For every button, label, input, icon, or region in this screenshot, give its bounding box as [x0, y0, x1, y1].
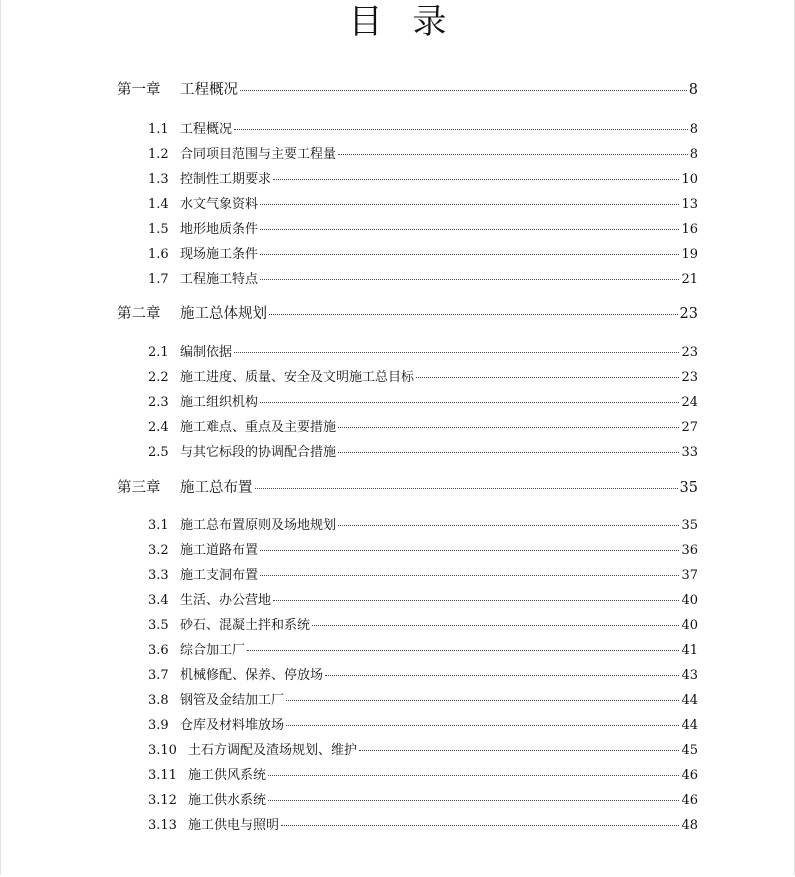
- toc-page-number: 10: [681, 172, 698, 187]
- toc-page-number: 35: [679, 480, 698, 496]
- dot-leader: [359, 750, 679, 751]
- toc-page-number: 36: [681, 543, 698, 558]
- page-title-char-2: 录: [412, 2, 477, 42]
- toc-page-number: 44: [681, 693, 698, 708]
- dot-leader: [234, 352, 679, 353]
- toc-page-number: 23: [681, 345, 698, 360]
- dot-leader: [260, 402, 679, 403]
- toc-entry-title: 砂石、混凝土拌和系统: [180, 618, 311, 633]
- dot-leader: [281, 825, 679, 826]
- toc-entry-title: 合同项目范围与主要工程量: [180, 147, 337, 162]
- toc-entry-number: 3.12: [148, 793, 177, 808]
- toc-entry-title: 工程施工特点: [180, 272, 259, 287]
- toc-page-number: 46: [681, 793, 698, 808]
- toc-section-entry[interactable]: [148, 366, 698, 385]
- toc-entry-number: 3.5: [148, 618, 169, 633]
- toc-entry-number: 第一章: [117, 82, 161, 98]
- dot-leader: [268, 800, 679, 801]
- toc-entry-number: 3.6: [148, 643, 169, 658]
- toc-section-entry[interactable]: [148, 539, 698, 558]
- toc-entry-title: 施工难点、重点及主要措施: [180, 420, 337, 435]
- toc-section-entry[interactable]: [148, 814, 698, 833]
- toc-entry-title: 施工总体规划: [180, 306, 267, 322]
- toc-page-number: 45: [681, 743, 698, 758]
- toc-entry-number: 3.1: [148, 518, 169, 533]
- dot-leader: [234, 129, 688, 130]
- toc-section-entry[interactable]: [148, 614, 698, 633]
- toc-page-number: 40: [681, 618, 698, 633]
- dot-leader: [260, 229, 679, 230]
- toc-page-number: 37: [681, 568, 698, 583]
- dot-leader: [247, 650, 679, 651]
- toc-page-number: 33: [681, 445, 698, 460]
- dot-leader: [260, 254, 679, 255]
- toc-page-number: 21: [681, 272, 698, 287]
- dot-leader: [268, 775, 679, 776]
- toc-entry-title: 施工组织机构: [180, 395, 259, 410]
- toc-entry-title: 施工支洞布置: [180, 568, 259, 583]
- toc-page-number: 44: [681, 718, 698, 733]
- toc-section-entry[interactable]: [148, 243, 698, 262]
- toc-entry-number: 2.2: [148, 370, 169, 385]
- toc-entry-number: 3.13: [148, 818, 177, 833]
- toc-entry-number: 1.4: [148, 197, 169, 212]
- dot-leader: [325, 675, 679, 676]
- toc-page-number: 48: [681, 818, 698, 833]
- toc-entry-title: 生活、办公营地: [180, 593, 272, 608]
- toc-page-number: 16: [681, 222, 698, 237]
- dot-leader: [416, 377, 679, 378]
- toc-entry-number: 3.11: [148, 768, 177, 783]
- dot-leader: [260, 204, 679, 205]
- toc-entry-title: 施工供风系统: [188, 768, 267, 783]
- toc-entry-title: 机械修配、保养、停放场: [180, 668, 324, 683]
- toc-section-entry[interactable]: [148, 739, 698, 758]
- toc-entry-title: 现场施工条件: [180, 247, 259, 262]
- toc-entry-title: 施工总布置原则及场地规划: [180, 518, 337, 533]
- toc-chapter-entry[interactable]: [117, 302, 698, 323]
- toc-entry-number: 1.7: [148, 272, 169, 287]
- toc-entry-title: 施工道路布置: [180, 543, 259, 558]
- dot-leader: [260, 550, 679, 551]
- toc-entry-number: 2.4: [148, 420, 169, 435]
- toc-page-number: 40: [681, 593, 698, 608]
- toc-page-number: 41: [681, 643, 698, 658]
- toc-page-number: 23: [681, 370, 698, 385]
- toc-entry-title: 钢管及金结加工厂: [180, 693, 285, 708]
- toc-section-entry[interactable]: [148, 441, 698, 460]
- dot-leader: [286, 725, 679, 726]
- toc-section-entry[interactable]: [148, 639, 698, 658]
- toc-section-entry[interactable]: [148, 143, 698, 162]
- toc-entry-number: 3.3: [148, 568, 169, 583]
- toc-entry-number: 2.3: [148, 395, 169, 410]
- toc-entry-title: 施工总布置: [180, 480, 253, 496]
- table-of-contents: [1, 0, 794, 875]
- toc-entry-title: 工程概况: [180, 122, 233, 137]
- toc-page-number: 27: [681, 420, 698, 435]
- toc-section-entry[interactable]: [148, 514, 698, 533]
- toc-entry-title: 水文气象资料: [180, 197, 259, 212]
- toc-page-number: 35: [681, 518, 698, 533]
- toc-section-entry[interactable]: [148, 416, 698, 435]
- toc-page-number: 23: [679, 306, 698, 322]
- toc-entry-title: 施工供水系统: [188, 793, 267, 808]
- toc-entry-number: 1.2: [148, 147, 169, 162]
- toc-chapter-entry[interactable]: [117, 476, 698, 497]
- dot-leader: [338, 427, 679, 428]
- toc-page-number: 24: [681, 395, 698, 410]
- toc-entry-number: 3.4: [148, 593, 169, 608]
- dot-leader: [286, 700, 679, 701]
- dot-leader: [260, 575, 679, 576]
- toc-entry-number: 1.6: [148, 247, 169, 262]
- toc-entry-title: 施工供电与照明: [188, 818, 280, 833]
- dot-leader: [338, 452, 679, 453]
- toc-section-entry[interactable]: [148, 764, 698, 783]
- toc-entry-number: 2.1: [148, 345, 169, 360]
- dot-leader: [338, 154, 688, 155]
- toc-section-entry[interactable]: [148, 689, 698, 708]
- toc-entry-title: 土石方调配及渣场规划、维护: [188, 743, 358, 758]
- toc-page-number: 43: [681, 668, 698, 683]
- toc-entry-number: 第二章: [117, 306, 161, 322]
- toc-entry-number: 3.9: [148, 718, 169, 733]
- toc-entry-title: 编制依据: [180, 345, 233, 360]
- toc-section-entry[interactable]: [148, 193, 698, 212]
- page-title-char-1: 目: [348, 2, 413, 42]
- toc-entry-title: 控制性工期要求: [180, 172, 272, 187]
- dot-leader: [260, 279, 679, 280]
- toc-section-entry[interactable]: [148, 218, 698, 237]
- toc-entry-number: 3.7: [148, 668, 169, 683]
- toc-page-number: 8: [689, 122, 698, 137]
- toc-entry-title: 仓库及材料堆放场: [180, 718, 285, 733]
- toc-chapter-entry[interactable]: [117, 78, 698, 99]
- dot-leader: [273, 600, 679, 601]
- toc-section-entry[interactable]: [148, 391, 698, 410]
- toc-entry-title: 工程概况: [180, 82, 238, 98]
- toc-section-entry[interactable]: [148, 564, 698, 583]
- toc-entry-number: 第三章: [117, 480, 161, 496]
- toc-entry-number: 2.5: [148, 445, 169, 460]
- toc-entry-title: 施工进度、质量、安全及文明施工总目标: [180, 370, 415, 385]
- toc-entry-number: 3.2: [148, 543, 169, 558]
- dot-leader: [312, 625, 679, 626]
- toc-entry-title: 综合加工厂: [180, 643, 246, 658]
- dot-leader: [240, 90, 687, 91]
- toc-section-entry[interactable]: [148, 789, 698, 808]
- dot-leader: [273, 179, 679, 180]
- dot-leader: [269, 314, 678, 315]
- toc-page-number: 46: [681, 768, 698, 783]
- toc-page-number: 8: [689, 147, 698, 162]
- toc-section-entry[interactable]: [148, 168, 698, 187]
- toc-entry-number: 3.10: [148, 743, 177, 758]
- toc-section-entry[interactable]: [148, 664, 698, 683]
- toc-section-entry[interactable]: [148, 714, 698, 733]
- toc-entry-number: 1.5: [148, 222, 169, 237]
- toc-page-number: 13: [681, 197, 698, 212]
- dot-leader: [338, 525, 679, 526]
- toc-entry-title: 地形地质条件: [180, 222, 259, 237]
- toc-entry-number: 1.1: [148, 122, 169, 137]
- toc-page-number: 19: [681, 247, 698, 262]
- toc-section-entry[interactable]: [148, 268, 698, 287]
- toc-section-entry[interactable]: [148, 589, 698, 608]
- toc-section-entry[interactable]: [148, 341, 698, 360]
- dot-leader: [255, 488, 678, 489]
- toc-entry-number: 1.3: [148, 172, 169, 187]
- toc-section-entry[interactable]: [148, 118, 698, 137]
- toc-entry-number: 3.8: [148, 693, 169, 708]
- toc-page-number: 8: [688, 82, 698, 98]
- toc-entry-title: 与其它标段的协调配合措施: [180, 445, 337, 460]
